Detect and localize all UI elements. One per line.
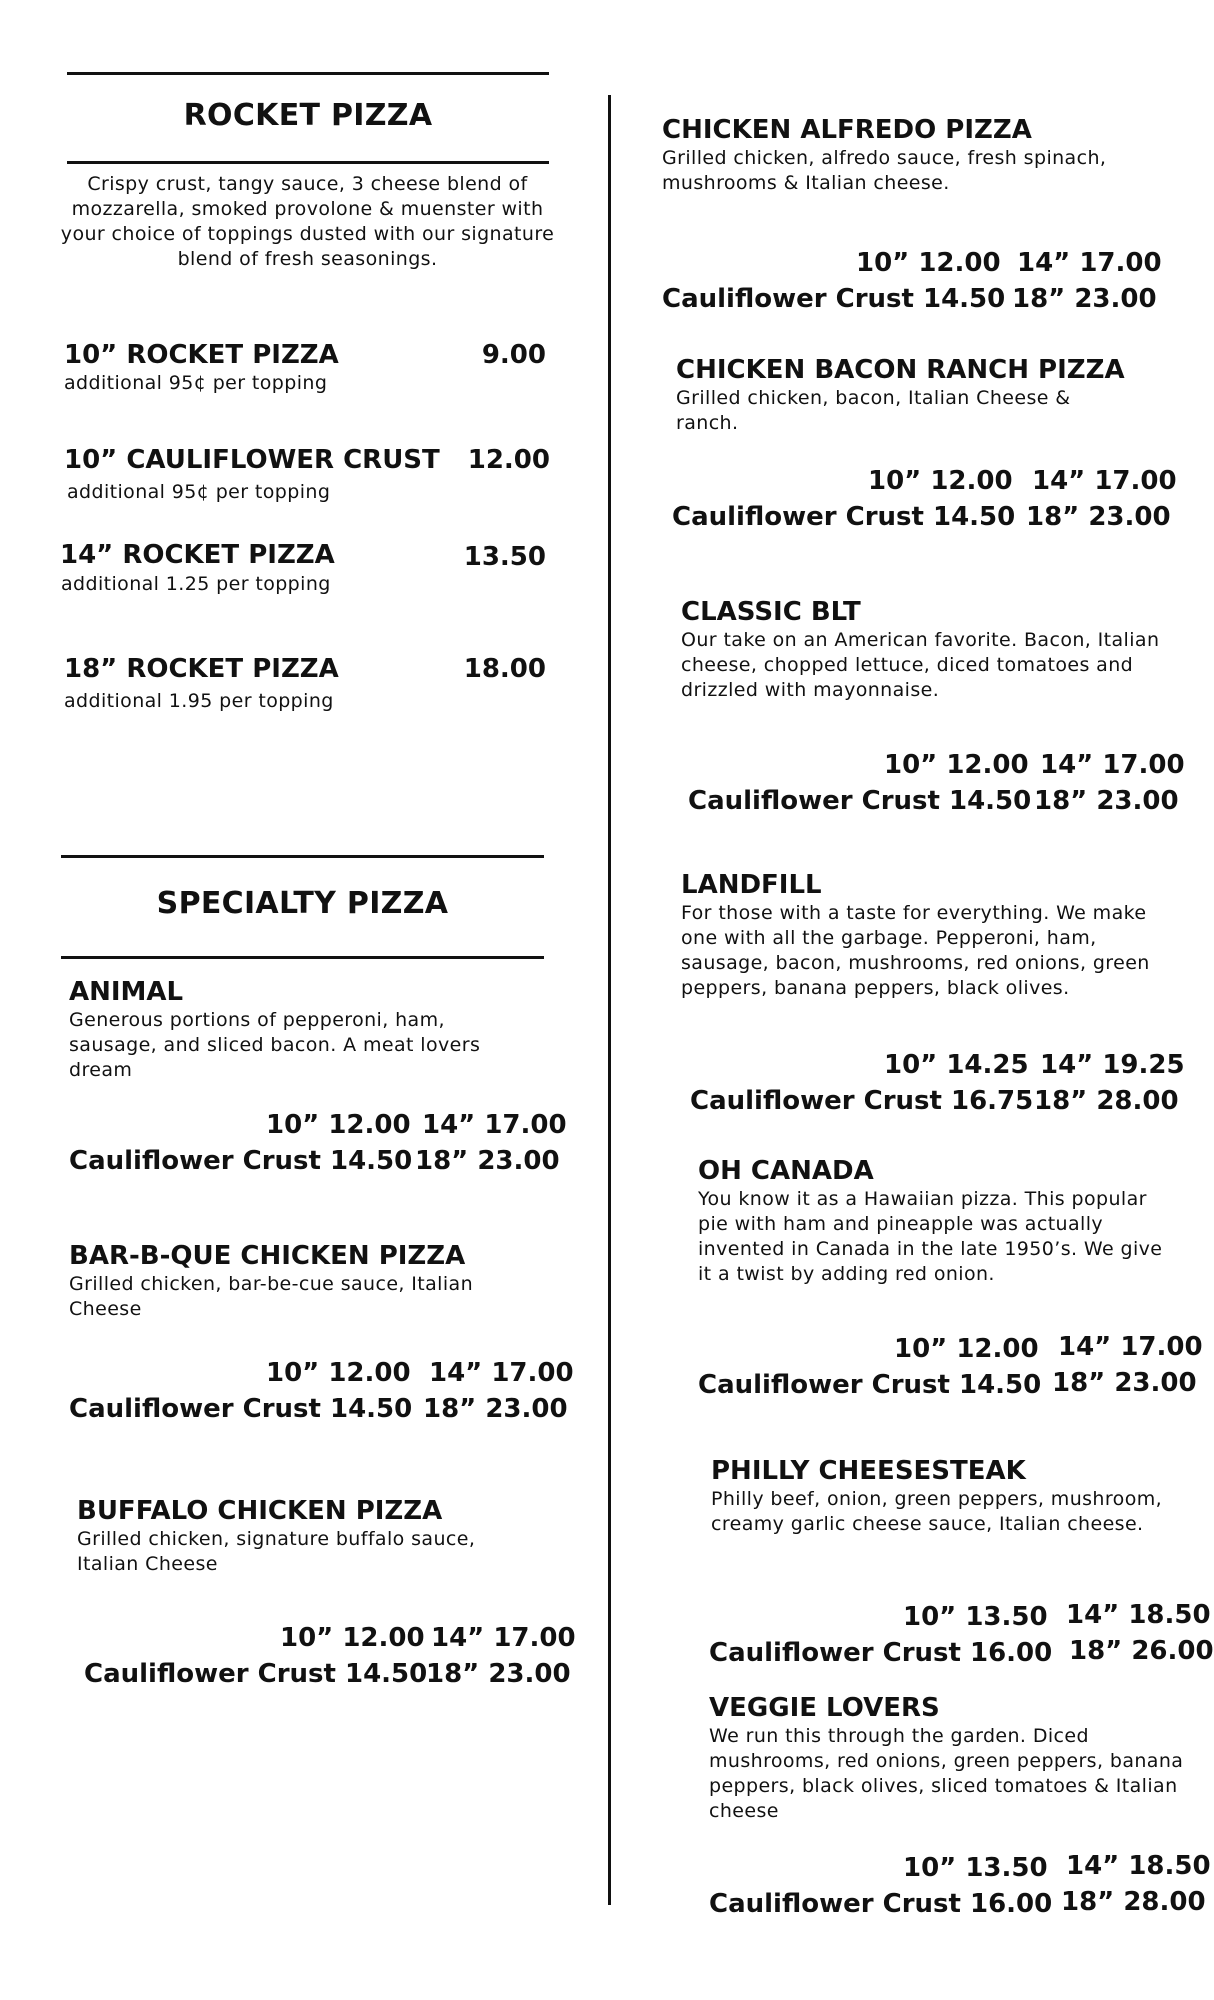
price-10: 10” 12.00 bbox=[266, 1110, 411, 1140]
price-14: 14” 18.50 bbox=[1066, 1600, 1211, 1630]
specialty-bottom-rule bbox=[61, 956, 544, 959]
size-18-note: additional 1.95 per topping bbox=[64, 690, 334, 712]
item-name: BAR-B-QUE CHICKEN PIZZA bbox=[69, 1241, 466, 1271]
price-cauliflower: Cauliflower Crust 14.50 bbox=[698, 1370, 1042, 1400]
price-10: 10” 12.00 bbox=[894, 1334, 1039, 1364]
price-14: 14” 17.00 bbox=[422, 1110, 567, 1140]
price-18: 18” 23.00 bbox=[423, 1394, 568, 1424]
item-name: ANIMAL bbox=[69, 977, 184, 1007]
size-14-name: 14” ROCKET PIZZA bbox=[60, 540, 335, 570]
menu-item-chicken-alfredo bbox=[662, 114, 1172, 196]
size-18-price: 18.00 bbox=[463, 654, 546, 684]
price-cauliflower: Cauliflower Crust 16.75 bbox=[690, 1086, 1034, 1116]
menu-item-landfill bbox=[681, 869, 1171, 1001]
size-10-price: 9.00 bbox=[481, 340, 546, 370]
price-18: 18” 23.00 bbox=[426, 1659, 571, 1689]
price-18: 18” 28.00 bbox=[1061, 1887, 1206, 1917]
item-name: CHICKEN ALFREDO PIZZA bbox=[662, 115, 1032, 145]
item-description: You know it as a Hawaiian pizza. This popular pie with ham and pineapple was actually invented in Canada in the late 1950’s. We give it a twist by adding red onion. bbox=[698, 1188, 1163, 1285]
price-18: 18” 23.00 bbox=[1052, 1368, 1197, 1398]
item-name: VEGGIE LOVERS bbox=[709, 1693, 940, 1723]
item-description: Philly beef, onion, green peppers, mushroom, creamy garlic cheese sauce, Italian cheese. bbox=[711, 1488, 1163, 1535]
price-10: 10” 12.00 bbox=[266, 1358, 411, 1388]
price-18: 18” 23.00 bbox=[415, 1146, 560, 1176]
menu-item-animal bbox=[69, 976, 539, 1083]
item-description: We run this through the garden. Diced mushrooms, red onions, green peppers, banana peppers, black olives, sliced tomatoes & Italian cheese bbox=[709, 1725, 1184, 1822]
menu-item-bbq-chicken bbox=[69, 1240, 539, 1322]
size-cauliflower-note: additional 95¢ per topping bbox=[67, 481, 331, 503]
rocket-intro: Crispy crust, tangy sauce, 3 cheese blend of mozzarella, smoked provolone & muenster with your choice of toppings dusted with our signature blend of fresh seasonings. bbox=[60, 173, 555, 270]
size-10-note: additional 95¢ per topping bbox=[64, 372, 328, 394]
price-14: 14” 17.00 bbox=[1040, 750, 1185, 780]
price-14: 14” 17.00 bbox=[429, 1358, 574, 1388]
price-cauliflower: Cauliflower Crust 14.50 bbox=[69, 1394, 413, 1424]
price-14: 14” 17.00 bbox=[431, 1623, 576, 1653]
rocket-top-rule bbox=[67, 72, 549, 75]
rocket-bottom-rule bbox=[67, 161, 549, 164]
price-18: 18” 23.00 bbox=[1026, 502, 1171, 532]
item-description: Generous portions of pepperoni, ham, sausage, and sliced bacon. A meat lovers dream bbox=[69, 1009, 481, 1081]
price-cauliflower: Cauliflower Crust 16.00 bbox=[709, 1889, 1053, 1919]
menu-item-buffalo-chicken bbox=[77, 1495, 542, 1577]
price-cauliflower: Cauliflower Crust 14.50 bbox=[69, 1146, 413, 1176]
size-14-note: additional 1.25 per topping bbox=[61, 573, 331, 595]
menu-item-classic-blt bbox=[681, 596, 1171, 703]
price-10: 10” 12.00 bbox=[280, 1623, 425, 1653]
item-name: PHILLY CHEESESTEAK bbox=[711, 1456, 1026, 1486]
item-name: CHICKEN BACON RANCH PIZZA bbox=[676, 355, 1125, 385]
price-18: 18” 23.00 bbox=[1012, 284, 1157, 314]
menu-item-philly-cheesesteak bbox=[711, 1455, 1181, 1537]
price-14: 14” 19.25 bbox=[1040, 1050, 1185, 1080]
menu-item-veggie-lovers bbox=[709, 1692, 1204, 1824]
price-10: 10” 13.50 bbox=[903, 1602, 1048, 1632]
size-14-price: 13.50 bbox=[463, 542, 546, 572]
price-10: 10” 12.00 bbox=[884, 750, 1029, 780]
price-10: 10” 12.00 bbox=[856, 248, 1001, 278]
price-18: 18” 26.00 bbox=[1069, 1636, 1214, 1666]
price-cauliflower: Cauliflower Crust 14.50 bbox=[672, 502, 1016, 532]
item-name: OH CANADA bbox=[698, 1156, 874, 1186]
size-cauliflower-price: 12.00 bbox=[467, 445, 550, 475]
rocket-pizza-title: ROCKET PIZZA bbox=[183, 98, 433, 133]
price-10: 10” 13.50 bbox=[903, 1853, 1048, 1883]
specialty-pizza-title: SPECIALTY PIZZA bbox=[156, 886, 449, 921]
column-divider bbox=[608, 95, 611, 1905]
item-description: Grilled chicken, bacon, Italian Cheese & ranch. bbox=[676, 387, 1071, 434]
item-name: LANDFILL bbox=[681, 870, 822, 900]
price-14: 14” 17.00 bbox=[1058, 1332, 1203, 1362]
item-description: Our take on an American favorite. Bacon, Italian cheese, chopped lettuce, diced tomatoes and drizzled with mayonnaise. bbox=[681, 629, 1160, 701]
item-name: CLASSIC BLT bbox=[681, 597, 861, 627]
price-10: 10” 12.00 bbox=[868, 466, 1013, 496]
price-cauliflower: Cauliflower Crust 14.50 bbox=[688, 786, 1032, 816]
menu-item-chicken-bacon-ranch bbox=[676, 354, 1176, 436]
price-14: 14” 17.00 bbox=[1032, 466, 1177, 496]
price-10: 10” 14.25 bbox=[884, 1050, 1029, 1080]
item-description: Grilled chicken, bar-be-cue sauce, Italian Cheese bbox=[69, 1273, 474, 1320]
price-cauliflower: Cauliflower Crust 14.50 bbox=[84, 1659, 428, 1689]
item-description: For those with a taste for everything. We make one with all the garbage. Pepperoni, ham, sausage, bacon, mushrooms, red onions, green peppers, banana peppers, black olives. bbox=[681, 902, 1150, 999]
menu-item-oh-canada bbox=[698, 1155, 1178, 1287]
item-name: BUFFALO CHICKEN PIZZA bbox=[77, 1496, 443, 1526]
price-18: 18” 28.00 bbox=[1034, 1086, 1179, 1116]
size-10-name: 10” ROCKET PIZZA bbox=[64, 340, 339, 370]
item-description: Grilled chicken, signature buffalo sauce, Italian Cheese bbox=[77, 1528, 476, 1575]
price-cauliflower: Cauliflower Crust 14.50 bbox=[662, 284, 1006, 314]
specialty-top-rule bbox=[61, 855, 544, 858]
price-18: 18” 23.00 bbox=[1034, 786, 1179, 816]
price-14: 14” 17.00 bbox=[1017, 248, 1162, 278]
price-cauliflower: Cauliflower Crust 16.00 bbox=[709, 1638, 1053, 1668]
price-14: 14” 18.50 bbox=[1066, 1851, 1211, 1881]
size-cauliflower-name: 10” CAULIFLOWER CRUST bbox=[64, 445, 440, 475]
size-18-name: 18” ROCKET PIZZA bbox=[64, 654, 339, 684]
item-description: Grilled chicken, alfredo sauce, fresh spinach, mushrooms & Italian cheese. bbox=[662, 147, 1107, 194]
